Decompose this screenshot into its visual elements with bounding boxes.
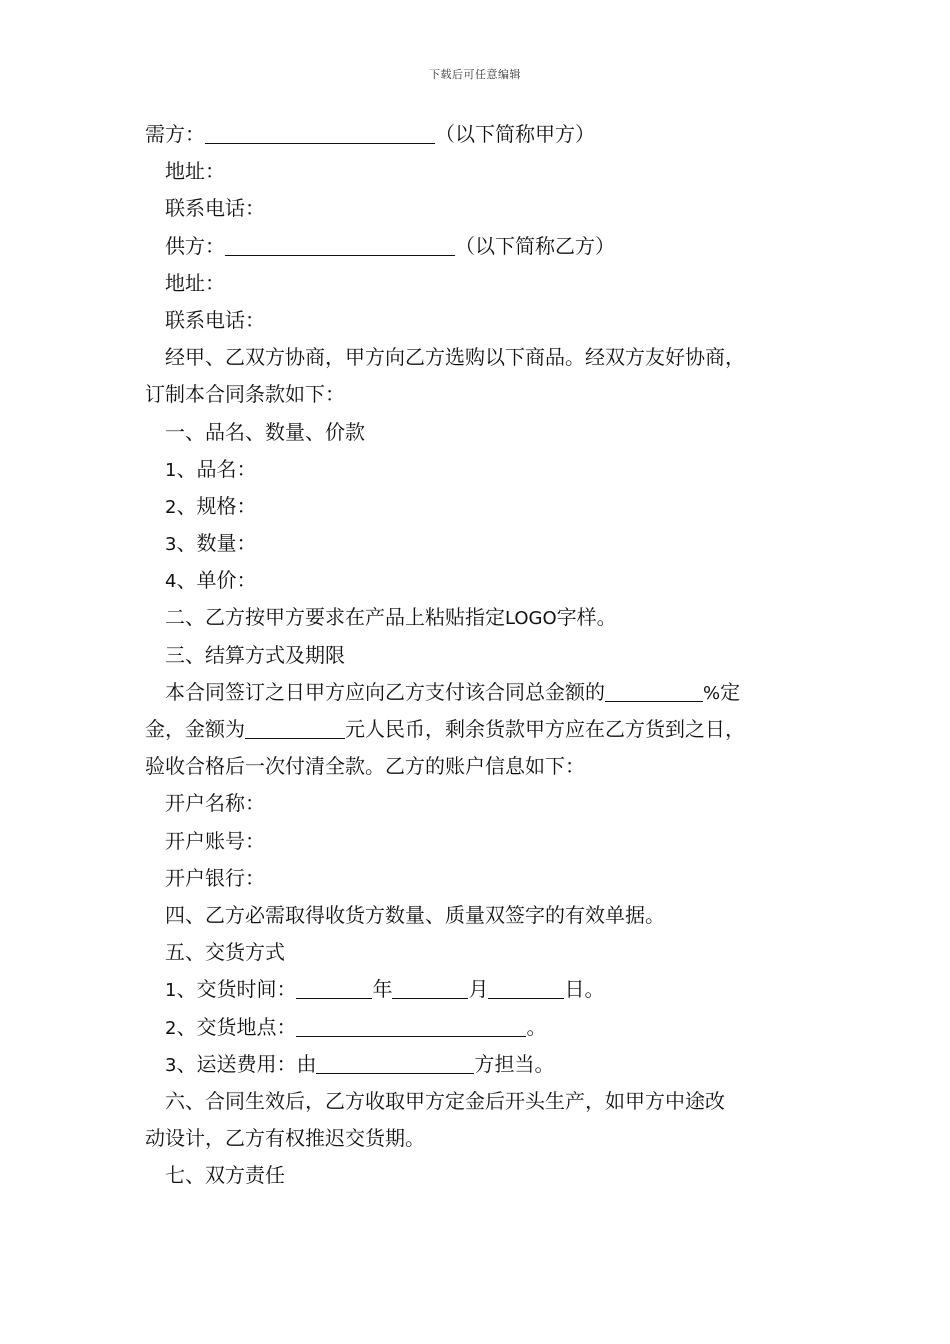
supply-address-label: 地址： <box>165 270 225 295</box>
shipping-fee-label: 、运送费用：由 <box>176 1051 317 1076</box>
day-blank <box>488 978 564 999</box>
delivery-time-label: 、交货时间： <box>176 977 297 1002</box>
section1-item <box>145 562 835 599</box>
demand-name-blank <box>205 123 435 144</box>
supply-label: 供方： <box>165 233 225 258</box>
section3-title: 三、结算方式及期限 <box>165 642 345 667</box>
intro-line-2: 订制本合同条款如下： <box>145 382 345 407</box>
deposit-text-after: 定 <box>720 679 741 704</box>
account-name-line: 开户名称： <box>165 791 265 816</box>
demand-suffix: （以下简称甲方） <box>435 122 595 146</box>
supply-name-blank <box>225 235 455 256</box>
deposit-percent-blank <box>605 681 703 702</box>
demand-label: 需方： <box>145 122 205 146</box>
delivery-place-blank <box>296 1016 526 1037</box>
item-number: 3 <box>165 534 177 556</box>
percent-sign: % <box>703 682 721 704</box>
delivery-place-end: 。 <box>526 1014 547 1039</box>
section1-item <box>145 451 835 488</box>
month-label: 月 <box>468 977 489 1002</box>
intro-line-1: 经甲、乙双方协商，甲方向乙方选购以下商品。经双方友好协商， <box>165 345 745 370</box>
section2-after: 字样。 <box>556 605 617 630</box>
supply-suffix: （以下简称乙方） <box>455 233 615 258</box>
shipping-fee-party-blank <box>316 1053 474 1074</box>
delivery-time-line <box>145 971 835 1008</box>
section1-item <box>145 488 835 525</box>
year-label: 年 <box>372 977 393 1002</box>
item-text: 、品名： <box>176 456 257 481</box>
section6-line-1: 六、合同生效后，乙方收取甲方定金后开头生产，如甲方中途改 <box>165 1088 725 1113</box>
deposit-text-before: 本合同签订之日甲方应向乙方支付该合同总金额的 <box>165 679 605 704</box>
item-number: 1 <box>165 459 177 481</box>
page-header-note: 下载后可任意编辑 <box>429 68 521 81</box>
section1-item <box>145 525 835 562</box>
shipping-fee-line <box>145 1046 835 1083</box>
account-bank-line: 开户银行： <box>165 865 265 890</box>
amount-text-before: 金，金额为 <box>145 717 245 741</box>
supply-phone-label: 联系电话： <box>165 307 265 332</box>
item-text: 、规格： <box>176 493 257 518</box>
section2-logo: LOGO <box>505 608 557 630</box>
deposit-amount-blank <box>245 718 345 739</box>
item-text: 、数量： <box>176 531 257 556</box>
section6-line-2: 动设计，乙方有权推迟交货期。 <box>145 1126 425 1151</box>
demand-address-label: 地址： <box>165 159 225 184</box>
item-number: 1 <box>165 980 177 1002</box>
item-number: 3 <box>165 1054 177 1076</box>
section3-para-line-1 <box>145 674 835 711</box>
supply-address-line <box>145 265 835 302</box>
demand-phone-line <box>145 190 835 227</box>
section4-title: 四、乙方必需取得收货方数量、质量双签字的有效单据。 <box>165 902 665 927</box>
item-number: 2 <box>165 1017 177 1039</box>
item-text: 、单价： <box>176 568 257 593</box>
amount-text-after: 元人民币，剩余货款甲方应在乙方货到之日， <box>345 717 745 741</box>
section2-before: 二、乙方按甲方要求在产品上粘贴指定 <box>165 605 505 630</box>
shipping-fee-end: 方担当。 <box>474 1051 555 1076</box>
month-blank <box>392 978 468 999</box>
account-number-line: 开户账号： <box>165 828 265 853</box>
section3-para-line-3: 验收合格后一次付清全款。乙方的账户信息如下： <box>145 754 585 779</box>
section5-title: 五、交货方式 <box>165 940 285 965</box>
demand-address-line <box>145 153 835 190</box>
demand-phone-label: 联系电话： <box>165 196 265 221</box>
item-number: 4 <box>165 571 177 593</box>
section2-line <box>145 599 835 636</box>
supply-phone-line <box>145 302 835 339</box>
section3-para-line-2 <box>145 711 835 748</box>
section7-title: 七、双方责任 <box>165 1163 285 1188</box>
demand-party-line <box>145 116 835 153</box>
delivery-place-label: 、交货地点： <box>176 1014 297 1039</box>
contract-body <box>145 116 835 1194</box>
day-label: 日。 <box>564 977 605 1002</box>
section1-title: 一、品名、数量、价款 <box>165 419 365 444</box>
year-blank <box>296 978 372 999</box>
item-number: 2 <box>165 496 177 518</box>
delivery-place-line <box>145 1009 835 1046</box>
supply-party-line <box>145 228 835 265</box>
